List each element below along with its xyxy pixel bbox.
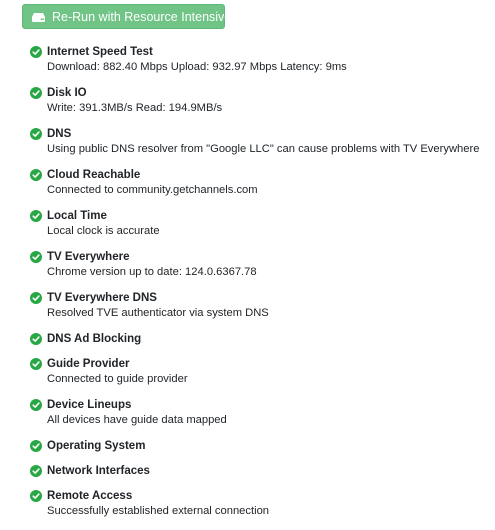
check-item	[30, 250, 490, 280]
check-item	[30, 489, 490, 519]
check-circle-icon	[30, 169, 42, 181]
check-circle-icon	[30, 87, 42, 99]
check-title: Cloud Reachable	[47, 169, 141, 181]
check-detail: Write: 391.3MB/s Read: 194.9MB/s	[47, 102, 223, 114]
check-detail: Using public DNS resolver from "Google LLC" can cause problems with TV Everywhere	[47, 143, 480, 155]
check-circle-icon	[30, 128, 42, 140]
check-item	[30, 209, 490, 239]
check-title: Device Lineups	[47, 399, 132, 411]
check-detail: Successfully established external connection	[47, 505, 270, 517]
check-item	[30, 398, 490, 428]
check-item	[30, 439, 490, 454]
check-title: TV Everywhere DNS	[47, 292, 157, 304]
check-item	[30, 464, 490, 479]
check-item	[30, 127, 490, 157]
check-detail: Local clock is accurate	[47, 225, 160, 237]
check-circle-icon	[30, 399, 42, 411]
check-circle-icon	[30, 358, 42, 370]
check-item	[30, 291, 490, 321]
check-item	[30, 86, 490, 116]
check-title: DNS	[47, 128, 72, 140]
check-detail: Connected to guide provider	[47, 373, 188, 385]
check-circle-icon	[30, 490, 42, 502]
check-title: Remote Access	[47, 490, 133, 502]
check-circle-icon	[30, 210, 42, 222]
check-circle-icon	[30, 46, 42, 58]
check-detail: Resolved TVE authenticator via system DNS	[47, 307, 269, 319]
check-title: Network Interfaces	[47, 465, 150, 477]
check-detail: All devices have guide data mapped	[47, 414, 227, 426]
check-title: Disk IO	[47, 87, 87, 99]
check-circle-icon	[30, 333, 42, 345]
check-detail: Chrome version up to date: 124.0.6367.78	[47, 266, 257, 278]
check-circle-icon	[30, 440, 42, 452]
check-circle-icon	[30, 292, 42, 304]
check-title: DNS Ad Blocking	[47, 333, 142, 345]
check-item	[30, 168, 490, 198]
rerun-button-label: Re-Run with Resource Intensive Tests	[52, 9, 264, 24]
check-detail: Connected to community.getchannels.com	[47, 184, 258, 196]
check-item	[30, 332, 490, 347]
diagnostics-list	[30, 45, 490, 530]
rerun-tests-button[interactable]	[22, 4, 264, 29]
check-circle-icon	[30, 251, 42, 263]
check-circle-icon	[30, 465, 42, 477]
check-title: TV Everywhere	[47, 251, 130, 263]
check-item	[30, 45, 490, 75]
check-title: Guide Provider	[47, 358, 130, 370]
hard-drive-icon	[32, 12, 45, 22]
check-detail: Download: 882.40 Mbps Upload: 932.97 Mbps Latency: 9ms	[47, 61, 347, 73]
check-title: Local Time	[47, 210, 107, 222]
check-title: Internet Speed Test	[47, 46, 153, 58]
check-title: Operating System	[47, 440, 146, 452]
check-item	[30, 357, 490, 387]
